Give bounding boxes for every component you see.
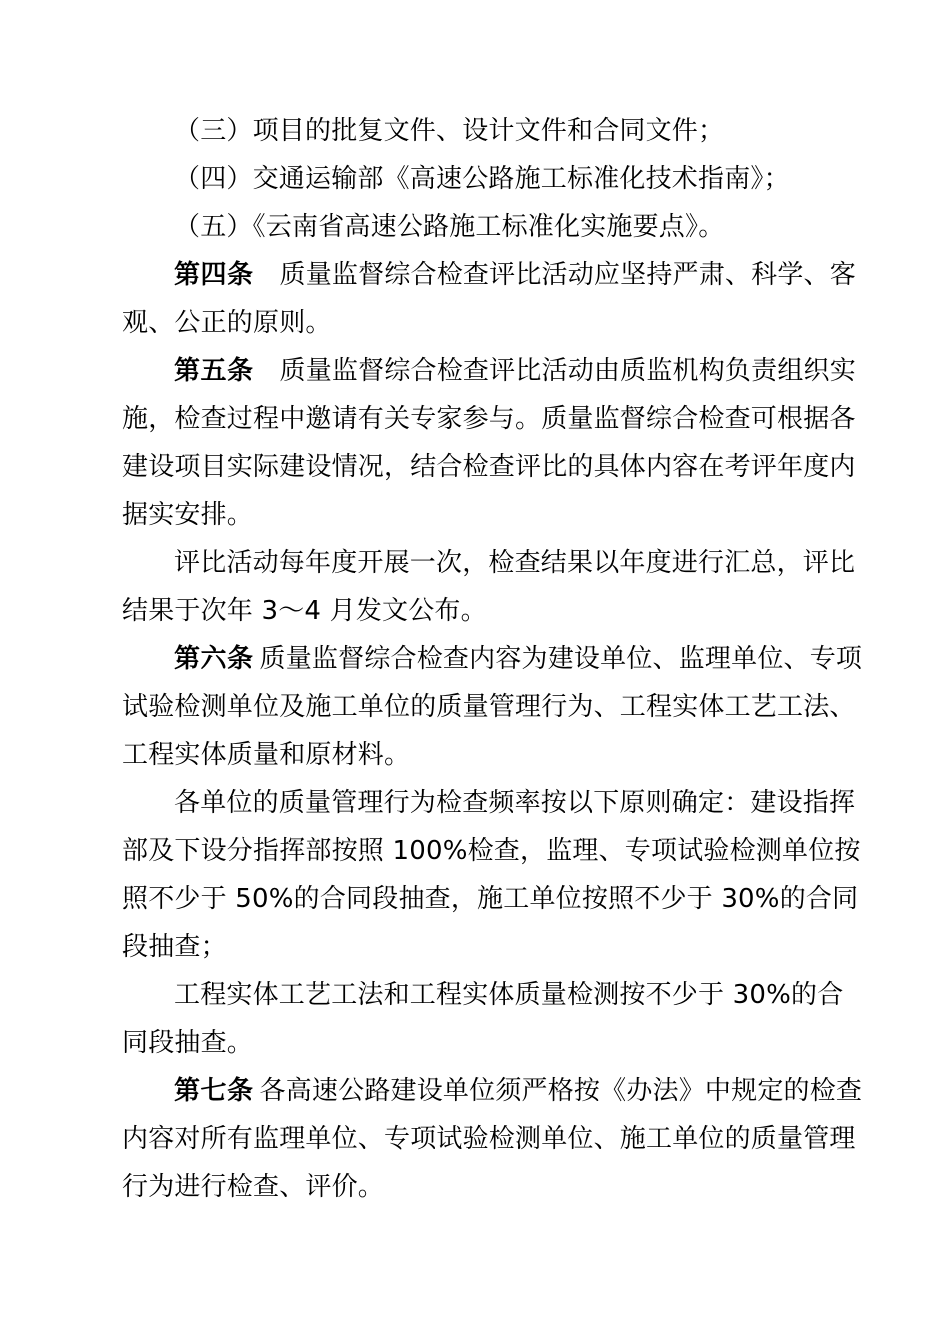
article-six-line-2 [122, 690, 856, 724]
line-text: 据实安排。 [122, 500, 254, 530]
article-four-line-2 [122, 306, 842, 340]
article-six-line-1 [174, 642, 894, 676]
article-heading: 第四条 [174, 260, 254, 290]
article-seven-line-2 [122, 1122, 856, 1156]
article-five-line-3 [122, 450, 856, 484]
line-text: 质量监督综合检查内容为建设单位、监理单位、专项 [259, 644, 863, 674]
paragraph-line [174, 978, 894, 1012]
line-text: 质量监督综合检查评比活动由质监机构负责组织实 [279, 356, 856, 386]
line-text: 行为进行检查、评价。 [122, 1172, 385, 1202]
article-four-line-1 [174, 258, 894, 292]
article-heading: 第五条 [174, 356, 254, 386]
paragraph-line [122, 1026, 842, 1060]
line-text: 结果于次年 3～4 月发文公布。 [122, 596, 487, 626]
line-text: 同段抽查。 [122, 1028, 254, 1058]
line-text: 建设项目实际建设情况，结合检查评比的具体内容在考评年度内 [122, 452, 856, 482]
line-text: 部及下设分指挥部按照 100%检查，监理、专项试验检测单位按 [122, 836, 861, 866]
article-heading: 第七条 [174, 1076, 254, 1106]
list-item-four [174, 162, 894, 196]
article-five-line-1 [174, 354, 894, 388]
paragraph-line [174, 546, 894, 580]
line-text: 观、公正的原则。 [122, 308, 332, 338]
article-five-line-2 [122, 402, 856, 436]
article-seven-line-3 [122, 1170, 842, 1204]
paragraph-line [122, 834, 861, 868]
line-text: （四）交通运输部《高速公路施工标准化技术指南》； [174, 164, 790, 194]
line-text: 工程实体质量和原材料。 [122, 740, 411, 770]
line-text: 评比活动每年度开展一次，检查结果以年度进行汇总，评比 [174, 548, 856, 578]
line-text: （五）《云南省高速公路施工标准化实施要点》。 [174, 212, 725, 242]
line-text: （三）项目的批复文件、设计文件和合同文件； [174, 116, 725, 146]
list-item-three [174, 114, 894, 148]
paragraph-line [174, 786, 894, 820]
article-seven-line-1 [174, 1074, 894, 1108]
line-text: 段抽查； [122, 932, 227, 962]
list-item-five [174, 210, 894, 244]
line-text: 各单位的质量管理行为检查频率按以下原则确定：建设指挥 [174, 788, 856, 818]
line-text: 施，检查过程中邀请有关专家参与。质量监督综合检查可根据各 [122, 404, 856, 434]
line-text: 各高速公路建设单位须严格按《办法》中规定的检查 [259, 1076, 863, 1106]
article-heading: 第六条 [174, 644, 254, 674]
line-text: 质量监督综合检查评比活动应坚持严肃、科学、客 [279, 260, 856, 290]
line-text: 照不少于 50%的合同段抽查，施工单位按照不少于 30%的合同 [122, 884, 859, 914]
paragraph-line [122, 594, 842, 628]
paragraph-line [122, 882, 859, 916]
article-six-line-3 [122, 738, 842, 772]
line-text: 内容对所有监理单位、专项试验检测单位、施工单位的质量管理 [122, 1124, 856, 1154]
article-five-line-4 [122, 498, 842, 532]
paragraph-line [122, 930, 842, 964]
line-text: 试验检测单位及施工单位的质量管理行为、工程实体工艺工法、 [122, 692, 856, 722]
line-text: 工程实体工艺工法和工程实体质量检测按不少于 30%的合 [174, 980, 844, 1010]
